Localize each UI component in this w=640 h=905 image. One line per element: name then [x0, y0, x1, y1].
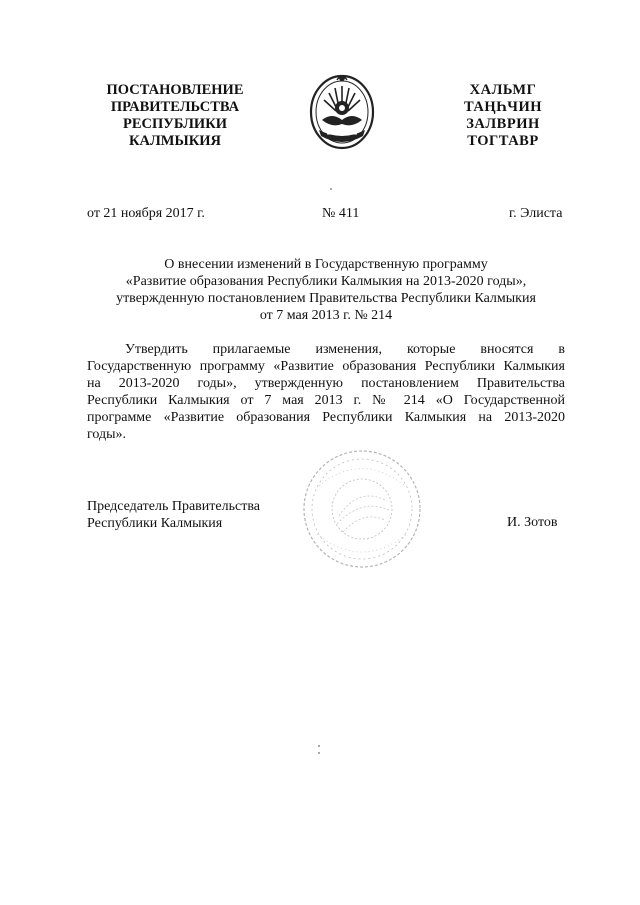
subject-line: от 7 мая 2013 г. № 214 — [259, 308, 393, 323]
subject-line: «Развитие образования Республики Калмыкия на 2013-2020 годы», — [125, 274, 527, 289]
body-line: Государственную программу «Развитие образования Республики Калмыкия — [87, 359, 565, 374]
document-subject — [87, 256, 565, 324]
document-city: г. Элиста — [509, 206, 563, 221]
header-left-line: КАЛМЫКИЯ — [129, 133, 221, 149]
header-title-kalmyk — [448, 82, 558, 150]
body-line: Республики Калмыкия от 7 мая 2013 г. № 214 «О Государственной — [87, 393, 565, 408]
body-line: годы». — [87, 427, 127, 442]
header-left-line: ПРАВИТЕЛЬСТВА — [110, 99, 240, 115]
header-right-line: ТАҢҺЧИН — [463, 99, 543, 115]
scan-speck — [318, 752, 320, 754]
signatory-title-line: Республики Калмыкия — [87, 516, 223, 531]
official-seal-icon — [299, 446, 425, 572]
coat-of-arms-icon — [307, 68, 377, 152]
document-body — [87, 341, 565, 443]
header-left-line: РЕСПУБЛИКИ — [122, 116, 228, 132]
header-right-line: ХАЛЬМГ — [469, 82, 537, 98]
header-right-line: ТОГТАВР — [467, 133, 539, 149]
signatory-name: И. Зотов — [507, 515, 558, 530]
scan-speck — [318, 745, 320, 747]
body-line: на 2013-2020 годы», утвержденную постановлением Правительства — [87, 376, 565, 391]
subject-line: О внесении изменений в Государственную программу — [164, 257, 488, 272]
document-date: от 21 ноября 2017 г. — [87, 206, 205, 221]
header-title-russian — [95, 82, 255, 150]
subject-line: утвержденную постановлением Правительства Республики Калмыкия — [116, 291, 536, 306]
header-left-line: ПОСТАНОВЛЕНИЕ — [106, 82, 244, 98]
document-number: № 411 — [322, 206, 360, 221]
body-line: Утвердить прилагаемые изменения, которые вносятся в — [125, 342, 565, 357]
signatory-title-line: Председатель Правительства — [87, 499, 260, 514]
body-line: программе «Развитие образования Республики Калмыкия на 2013-2020 — [87, 410, 565, 425]
signatory-title — [87, 498, 260, 532]
header-right-line: ЗАЛВРИН — [466, 116, 540, 132]
scan-speck — [330, 188, 332, 190]
